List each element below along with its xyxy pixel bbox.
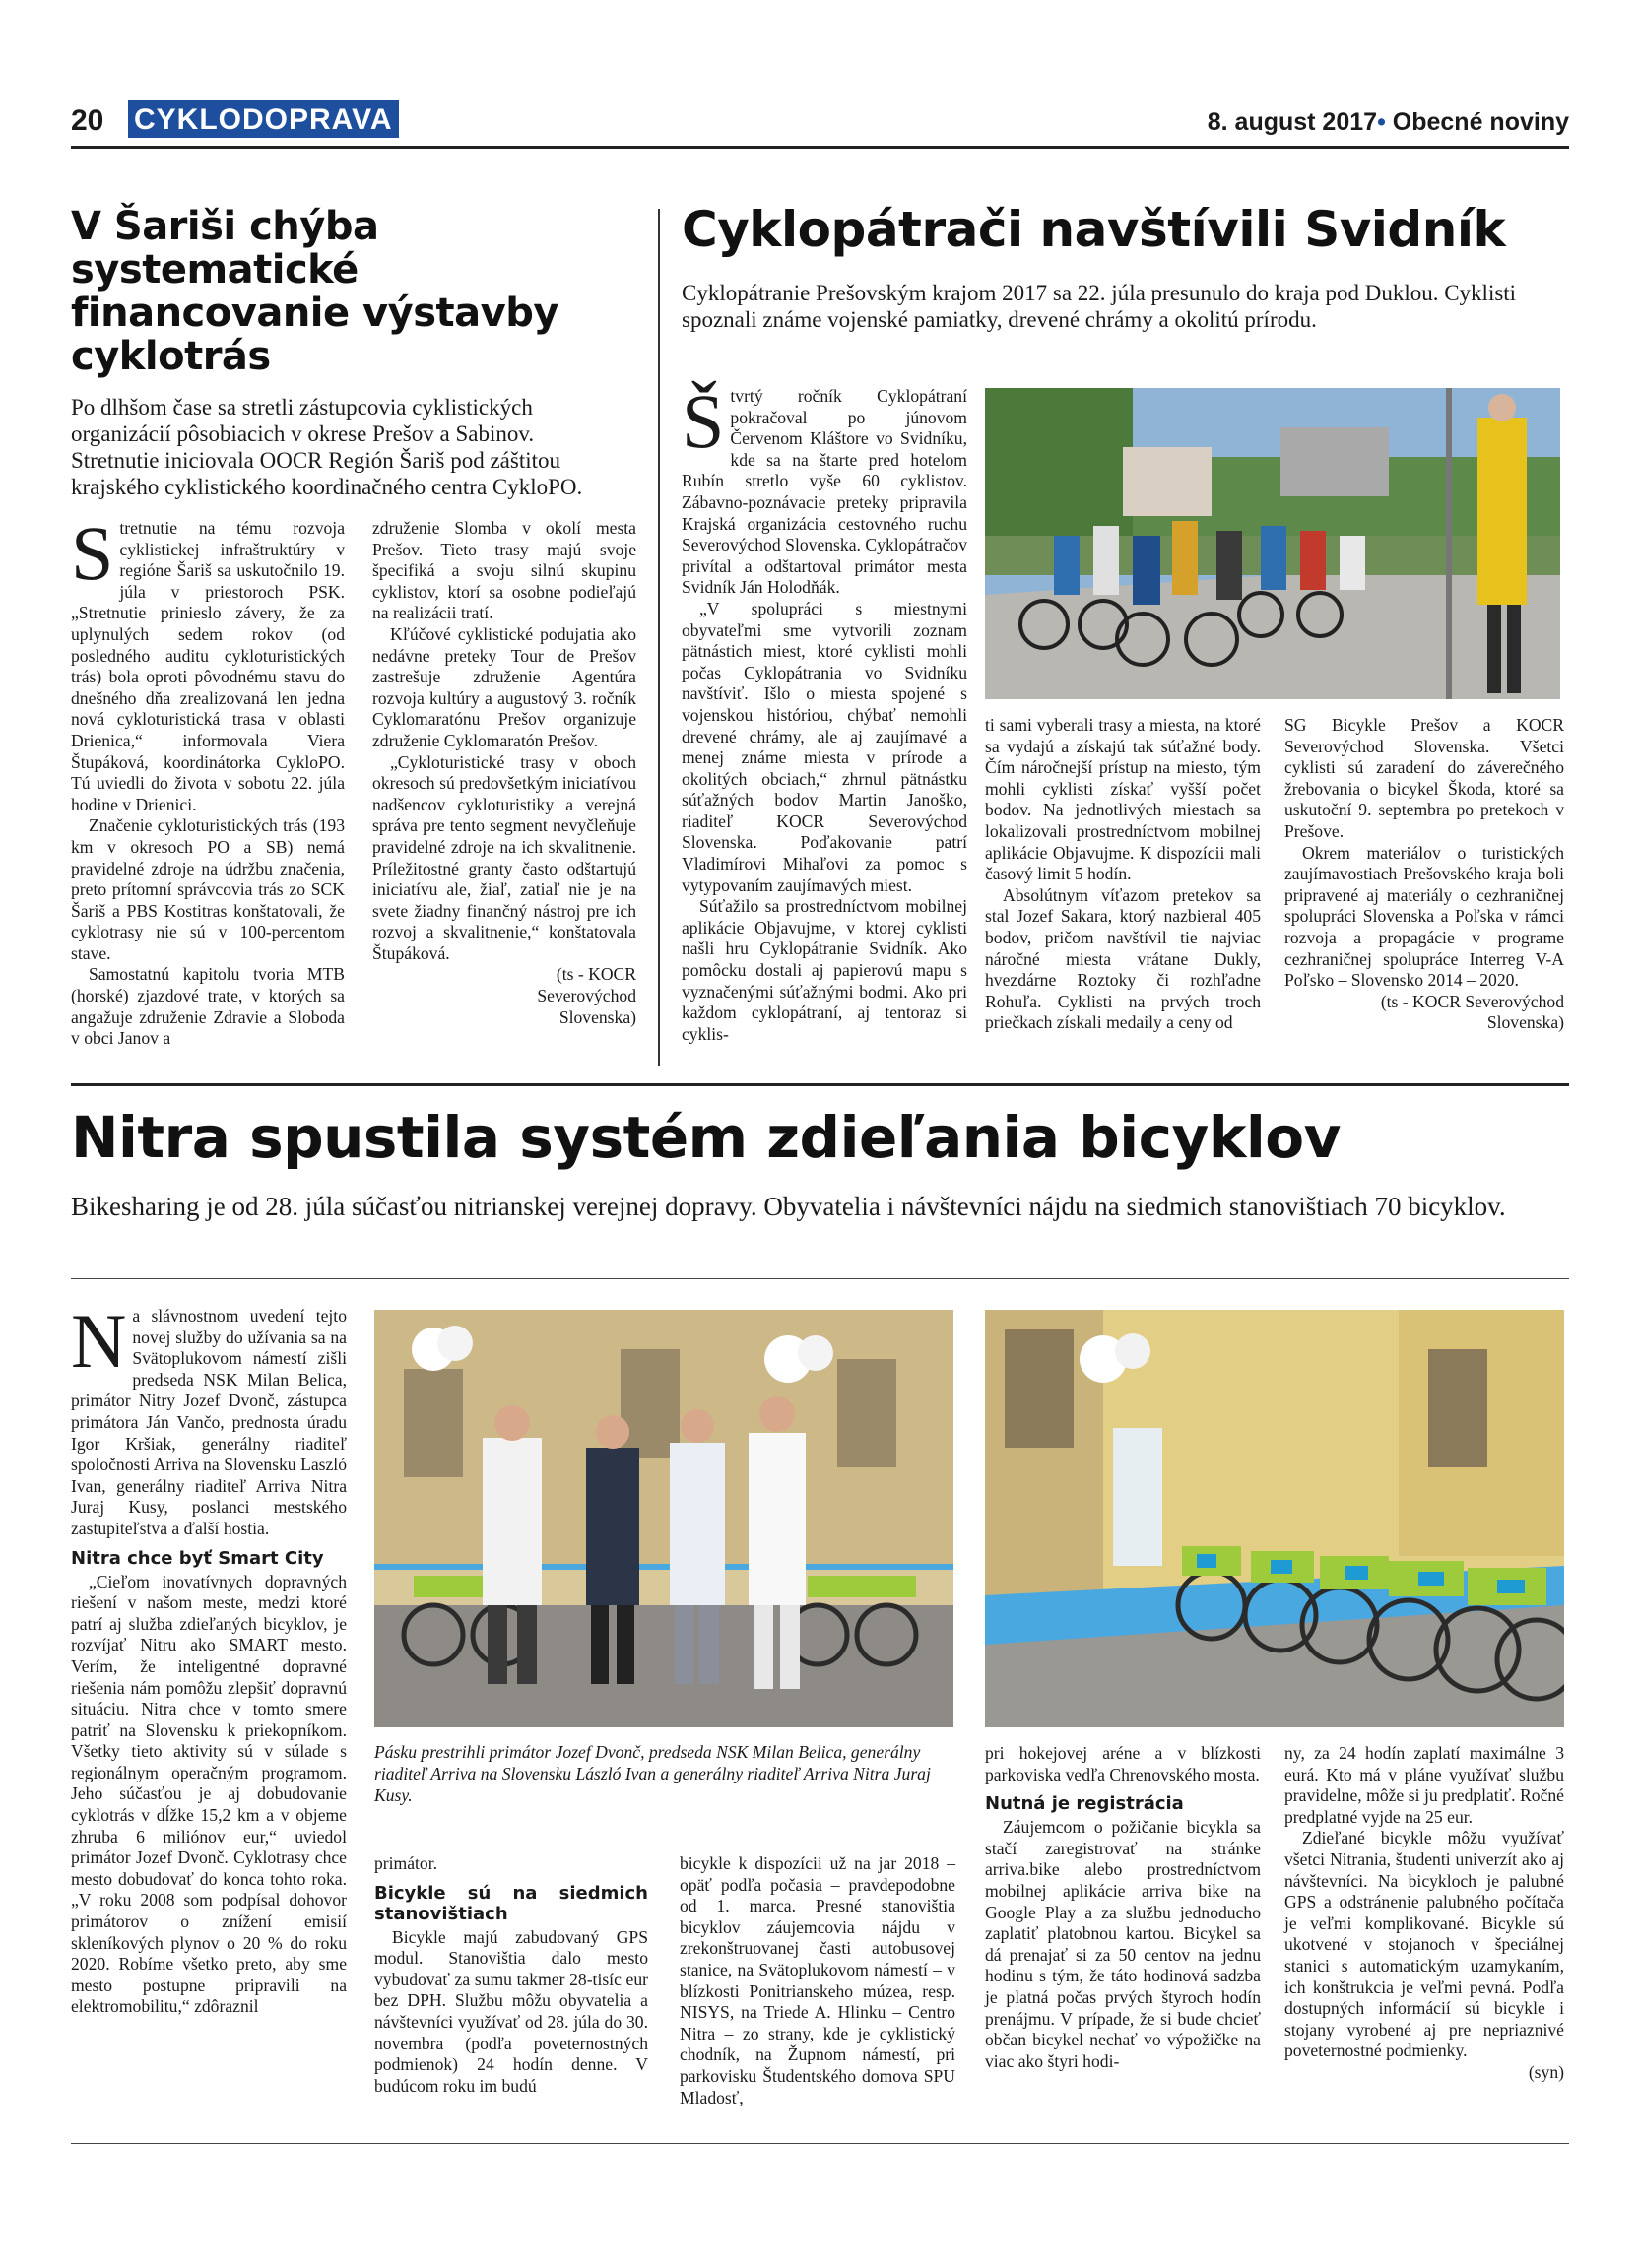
article3-col2 [374,1853,648,2097]
article2-col1-p1: tvrtý ročník Cyklopátraní pokračoval po júnovom Červenom Kláštore vo Svidníku, kde sa na štarte pred hotelom Rubín stretlo vyše 60 cyklistov. Zábavno-poznávacie preteky pripravila Krajská organizácia cestovného ruchu Severovýchod Slovenska. Cyklopátračov privítal a odštartoval primátor mesta Svidník Ján Holodňák. [682,386,967,598]
article3-col4-start: pri hokejovej aréne a v blízkosti parkoviska vedľa Chrenovského mosta. [985,1743,1261,1784]
article3-signature: (syn) [1528,2061,1564,2082]
article1-col2-p3: „Cykloturistické trasy v oboch okresoch sú predovšetkým iniciatívou nadšencov cykloturistiky a verejná správa pre tento segment nevyčleňuje pravidelné zdroje na ich skvalitnenie. Príležitostné granty často odštartujú iniciatívu ale, žiaľ, zatiaľ nie je na svete žiadny finančný nástroj pre ich rozvoj a skvalitnenie,“ konštatovala Štupáková. [372,751,636,963]
subhead-smart-city: Nitra chce byť Smart City [71,1547,324,1569]
page-number: 20 [71,104,104,137]
article3-col1 [71,1298,347,2018]
separator-dot: • [1377,108,1386,136]
footer-rule [71,2143,1569,2144]
issue-info [1208,108,1569,137]
issue-date: 8. august 2017 [1207,108,1378,136]
cyclists-group-photo [985,388,1560,699]
article3-col4 [985,1743,1261,2072]
article1-col2 [372,518,636,1028]
article3-col3 [680,1853,955,2108]
article1-dropcap: S [71,510,114,596]
article3-lead: Bikesharing je od 28. júla súčasťou nitrianskej verejnej dopravy. Obyvatelia i návštevníci nájdu na siedmich stanovištiach 70 bicyklov. [71,1192,1506,1221]
article1-title: V Šariši chýba systematické financovanie výstavby cyklotrás [71,204,558,379]
article2-col2-p1: ti sami vyberali trasy a miesta, na ktoré sa vydajú a získajú tak súťažné body. Čím náročnejší prístup na miesto, tým mohli cyklisti získať vyšší počet bodov. Na jednotlivých miestach sa lokalizovali prostredníctvom mobilnej aplikácie Objavujme. K dispozícii mali časový limit 5 hodín. [985,715,1261,884]
bike-station-photo [985,1310,1564,1727]
ribbon-cutting-photo [374,1310,953,1727]
article1-col1-p2: Značenie cykloturistických trás (193 km v okresoch PO a SB) nemá pravidelné zdroje na údržbu značenia, preto prítomní správcovia trás zo SCK Šariš a PBS Kostitras konštatovali, že cyklotrasy nie sú v 100-percentom stave. [71,815,345,963]
column-divider [658,209,660,1066]
article1-col1-p1: tretnutie na tému rozvoja cyklistickej infraštruktúry v regióne Šariš sa uskutočnilo 19. júla v priestoroch PSK. „Stretnutie prinieslo závery, že za uplynulých sedem rokov (od posledného auditu cykloturistických trás) bola oproti pôvodnému stavu do dnešného dňa zrealizovaná len jedna nová cykloturistická trasa v oblasti Drienica,“ informovala Viera Štupáková, koordinátorka CykloPO. Tú uviedli do života v sobotu 22. júla hodine v Drienici. [71,518,345,814]
article3-title: Nitra spustila systém zdieľania bicyklov [71,1104,1341,1171]
article2-signature: (ts - KOCR Severovýchod Slovenska) [1380,991,1564,1033]
lead-rule [71,1278,1569,1279]
article2-col1-p2: „V spolupráci s miestnymi obyvateľmi sme vytvorili zoznam pätnástich miest, ktoré cyklisti mohli počas Cyklopátrania vo Svidníku navštíviť. Išlo o miesta spojené s vojenskou históriou, chýbať nemohli drevené chrámy, ale aj zaujímavé a menej známe miesta v prírode a okolitých obciach,“ zhrnul pätnástku súťažných bodov Martin Janoško, riaditeľ KOCR Severovýchod Slovenska. Poďakovanie patrí Vladimírovi Mihaľovi za pomoc s vytypovaním zaujímavých miest. [682,598,967,895]
subhead-stations: Bicykle sú na siedmich stanovištiach [374,1882,648,1924]
article2-col2 [985,715,1261,1034]
article1-col1-p3: Samostatnú kapitolu tvoria MTB (horské) zjazdové trate, v ktorých sa angažuje združenie Zdravie a Sloboda v obci Janov a [71,964,345,1049]
article1-lead: Po dlhšom čase sa stretli zástupcovia cyklistických organizácií pôsobiacich v okrese Prešov a Sabinov. Stretnutie iniciovala OOCR Región Šariš pod záštitou krajského cyklistického koordinačného centra CykloPO. [71,395,583,499]
article2-title: Cyklopátrači navštívili Svidník [682,201,1506,258]
article3-col4-text: Záujemcom o požičanie bicykla sa stačí zaregistrovať na stránke arriva.bike alebo prostredníctvom mobilnej aplikácie arriva bike na Google Play a za službu jednoducho zaplatiť platobnou kartou. Bicykel sa dá prenajať si za 50 centov na jednu hodinu s tým, že táto hodinová sadzba je platná počas prvých štyroch hodín prenájmu. V prípade, že si bude chcieť občan bicykel nechať vo výpožičke na viac ako štyri hodi- [985,1817,1261,2071]
section-label: CYKLODOPRAVA [128,100,399,138]
subhead-registration: Nutná je registrácia [985,1793,1184,1815]
publication-name: Obecné noviny [1392,108,1569,136]
photo-caption: Pásku prestrihli primátor Jozef Dvonč, predseda NSK Milan Belica, generálny riaditeľ Arriva na Slovensku László Ivan a generálny riaditeľ Arriva Nitra Juraj Kusy. [374,1742,931,1805]
article1-signature: (ts - KOCR Severovýchod Slovenska) [537,964,636,1027]
article2-col3-p1: SG Bicykle Prešov a KOCR Severovýchod Slovenska. Všetci cyklisti sú zaradení do záverečného žrebovania o bicykel Škoda, ktoré sa uskutoční 9. septembra po pretekoch v Prešove. [1284,715,1564,841]
article2-col1 [682,378,967,1045]
article3-col5 [1284,1743,1564,2084]
article1-col1 [71,510,345,1050]
article3-col2-start: primátor. [374,1853,438,1873]
article-separator [71,1083,1569,1086]
article2-col1-p3: Súťažilo sa prostredníctvom mobilnej aplikácie Objavujme, v ktorej cyklisti našli hru Cyklopátranie Svidník. Ako pomôcku dostali aj papierovú mapu s vyznačenými súťažnými bodmi. Ako pri každom cyklopátraní, aj tentoraz si cyklis- [682,896,967,1044]
article3-col2-text: Bicykle majú zabudovaný GPS modul. Stanovištia dalo mesto vybudovať za sumu takmer 28-tisíc eur bez DPH. Službu môžu obyvatelia a návštevníci využívať od 28. júla do 30. novembra (podľa poveternostných podmienok) 24 hodín denne. V budúcom roku im budú [374,1926,648,2096]
article1-col2-p2: Kľúčové cyklistické podujatia ako nedávne preteky Tour de Prešov zastrešuje združenie Agentúra rozvoja kultúry a augustový 3. ročník Cyklomaratónu Prešov organizuje združenie Cyklomaratón Prešov. [372,623,636,750]
article3-col5-p1: ny, za 24 hodín zaplatí maximálne 3 eurá. Kto má v pláne využívať službu pravidelne, môže si ju predplatiť. Ročné predplatné vyjde na 25 eur. [1284,1743,1564,1827]
article3-col1-text: „Cieľom inovatívnych dopravných riešení v našom meste, medzi ktoré patrí aj služba zdieľaných bicyklov, je rozvíjať Nitru ako SMART mesto. Verím, že inteligentné dopravné riešenia nám pomôžu zlepšiť dopravnú situáciu. Nitra chce v tomto smere patriť na Slovensku k priekopníkom. Všetky tieto aktivity sú v súlade s regionálnym operačným programom. Jeho súčasťou je aj dobudovanie cyklotrás v dĺžke 15,2 km a v objeme zhruba 6 miliónov eur,“ uviedol primátor Jozef Dvonč. Cyklotrasy chce mesto dobudovať do konca tohto roka.„V roku 2008 som podpísal dohovor primátorov o znížení emisií skleníkových plynov o 20 % do roku 2020. Robíme všetko preto, aby sme mesto postupne pripravili na elektromobilitu,“ zdôraznil [71,1571,347,2017]
article3-dropcap: N [71,1298,127,1384]
article2-col2-p2: Absolútnym víťazom pretekov sa stal Jozef Sakara, ktorý nazbieral 405 bodov, pričom navštívil tie najviac náročné miesta vrátane Dukly, hvezdárne Roztoky či rozhľadne Rohuľa. Cyklisti na prvých troch priečkach získali medaily a ceny od [985,884,1261,1033]
article3-col3-text: bicykle k dispozícii už na jar 2018 – opäť podľa počasia – pravdepodobne od 1. marca. Presné stanovištia bicyklov záujemcovia nájdu v zrekonštruovanej časti autobusovej stanice, na Svätoplukovom námestí – v blízkosti Ponitrianskeho múzea, resp. NISYS, na Triede A. Hlinku – Centro Nitra – zo strany, kde je cyklistický chodník, na Župnom námestí, pri parkovisku Študentského domova SPU Mladosť, [680,1853,955,2107]
header-rule [71,146,1569,149]
article3-col5-p2: Zdieľané bicykle môžu využívať všetci Nitrania, študenti univerzít ako aj návštevníci. Na bicykloch je palubné GPS a odstránenie palubného počítača je veľmi komplikované. Bicykle sú ukotvené v stojanoch v špeciálnej stanici s automatickým uzamykaním, ich konštrukcia je veľmi pevná. Podľa dostupných informácií sú bicykle i stojany vyrobené aj pre nepriaznivé poveternostné podmienky. [1284,1828,1564,2061]
article2-lead: Cyklopátranie Prešovským krajom 2017 sa 22. júla presunulo do kraja pod Duklou. Cyklisti spoznali známe vojenské pamiatky, drevené chrámy a okolitú prírodu. [682,281,1517,332]
article2-dropcap: Š [682,378,725,464]
article3-intro: a slávnostnom uvedení tejto novej služby do užívania sa na Svätoplukovom námestí zišli predseda NSK Milan Belica, primátor Nitry Jozef Dvonč, zástupca primátora Ján Vančo, prednosta úradu Igor Kršiak, generálny riaditeľ spoločnosti Arriva na Slovensku Laszló Ivan, generálny riaditeľ Arriva Nitra Juraj Kusy, poslanci mestského zastupiteľstva a ďalší hostia. [71,1306,347,1538]
article2-col3 [1284,715,1564,1034]
article2-col3-p2: Okrem materiálov o turistických zaujímavostiach Prešovského kraja boli pripravené aj materiály o cezhraničnej spolupráci Slovenska a Poľska v rámci rozvoja a propagácie v programe cezhraničnej spolupráce Interreg V-A Poľsko – Slovensko 2014 – 2020. [1284,842,1564,991]
article1-col2-p1: združenie Slomba v okolí mesta Prešov. Tieto trasy majú svoje špecifiká a svoju silnú skupinu cyklistov, ktorí sa osobne podieľajú na realizácii tratí. [372,518,636,623]
